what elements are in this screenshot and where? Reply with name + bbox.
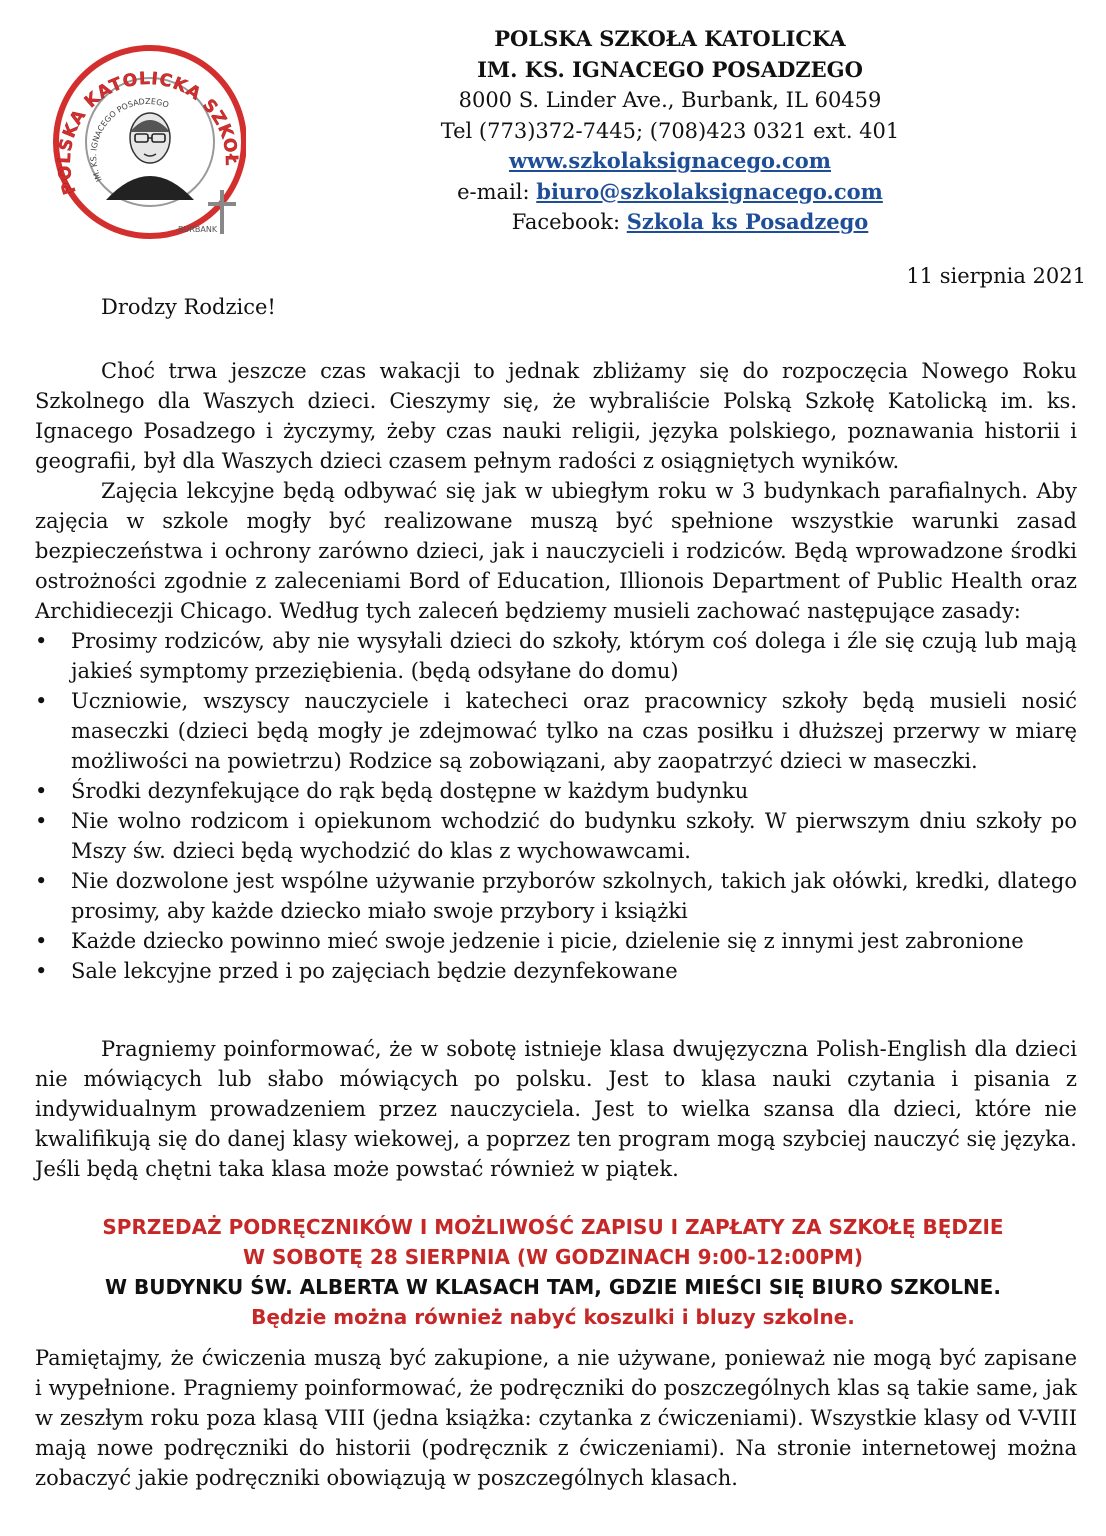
logo-city: BURBANK	[178, 225, 218, 234]
list-item: • Prosimy rodziców, aby nie wysyłali dzieci do szkoły, którym coś dolega i źle się czują lub mają jakieś symptomy przeziębienia. (będą odsyłane do domu)	[35, 626, 1077, 686]
list-item: • Uczniowie, wszyscy nauczyciele i katecheci oraz pracownicy szkoły będą musieli nosić maseczki (dzieci będą mogły je zdejmować tylko na czas posiłku i dłuższej przerwy w miarę możliwości na powietrzu) Rodzice są zobowiązani, aby zaopatrzyć dzieci w maseczki.	[35, 686, 1077, 776]
notice-line-3: W BUDYNKU ŚW. ALBERTA W KLASACH TAM, GDZIE MIEŚCI SIĘ BIURO SZKOLNE.	[105, 1275, 1001, 1299]
website-link[interactable]: www.szkolaksignacego.com	[508, 148, 832, 173]
letter-date: 11 sierpnia 2021	[906, 264, 1086, 288]
facebook-label: Facebook:	[511, 210, 627, 234]
logo-inner-text: IM. KS. IGNACEGO POSADZEGO	[89, 97, 170, 184]
facebook-link[interactable]: Szkola ks Posadzego	[626, 209, 869, 234]
intro-paragraph-1: Choć trwa jeszcze czas wakacji to jednak zbliżamy się do rozpoczęcia Nowego Roku Szkolnego dla Waszych dzieci. Cieszymy się, że wybraliście Polską Szkołę Katolicką im. ks. Ignacego Posadzego i życzymy, żeby czas nauki religii, języka polskiego, poznawania historii i geografii, był dla Waszych dzieci czasem pełnym radości z osiągniętych wyników.	[35, 359, 1077, 473]
greeting: Drodzy Rodzice!	[101, 295, 276, 319]
school-phone: Tel (773)372-7445; (708)423 0321 ext. 401	[440, 118, 900, 143]
notice-line-1: SPRZEDAŻ PODRĘCZNIKÓW I MOŻLIWOŚĆ ZAPISU I ZAPŁATY ZA SZKOŁĘ BĘDZIE	[102, 1215, 1004, 1239]
letterhead	[380, 24, 960, 238]
intro-paragraph-2: Zajęcia lekcyjne będą odbywać się jak w ubiegłym roku w 3 budynkach parafialnych. Aby zajęcia w szkole mogły być realizowane muszą być spełnione wszystkie warunki zasad bezpieczeństwa i ochrony zarówno dzieci, jak i nauczycieli i rodziców. Będą wprowadzone środki ostrożności zgodnie z zaleceniami Bord of Education, Illionois Department of Public Health oraz Archidiecezji Chicago. Według tych zaleceń będziemy musieli zachować następujące zasady:	[35, 479, 1077, 623]
school-crest-icon	[50, 42, 246, 242]
list-item: • Sale lekcyjne przed i po zajęciach będzie dezynfekowane	[35, 956, 1077, 986]
closing-section	[35, 1343, 1077, 1493]
list-item: • Środki dezynfekujące do rąk będą dostępne w każdym budynku	[35, 776, 1077, 806]
school-name: POLSKA SZKOŁA KATOLICKA	[494, 26, 846, 51]
list-item: • Nie dozwolone jest wspólne używanie przyborów szkolnych, takich jak ołówki, kredki, dlatego prosimy, aby każde dziecko miało swoje przybory i książki	[35, 866, 1077, 926]
email-label: e-mail:	[457, 179, 537, 204]
school-patron: IM. KS. IGNACEGO POSADZEGO	[477, 56, 863, 82]
sale-notice	[20, 1212, 1086, 1332]
logo-arc-text: POLSKA KATOLICKA SZKOŁ	[54, 68, 242, 197]
bilingual-paragraph: Pragniemy poinformować, że w sobotę istnieje klasa dwujęzyczna Polish-English dla dzieci nie mówiących lub słabo mówiących po polsku. Jest to klasa nauki czytania i pisania z indywidualnym prowadzeniem przez nauczyciela. Jest to wielka szansa dla dzieci, które nie kwalifikują się do danej klasy wiekowej, a poprzez ten program mogą szybciej nauczyć się języka. Jeśli będą chętni taka klasa może powstać również w piątek.	[35, 1037, 1077, 1181]
notice-line-4: Będzie można również nabyć koszulki i bluzy szkolne.	[251, 1305, 855, 1329]
closing-paragraph: Pamiętajmy, że ćwiczenia muszą być zakupione, a nie używane, ponieważ nie mogą być zapisane i wypełnione. Pragniemy poinformować, że podręczniki do poszczególnych klas są takie same, jak w zeszłym roku poza klasą VIII (jedna książka: czytanka z ćwiczeniami). Wszystkie klasy od V-VIII mają nowe podręczniki do historii (podręcznik z ćwiczeniami). Na stronie internetowej można zobaczyć jakie podręczniki obowiązują w poszczególnych klasach.	[35, 1346, 1077, 1490]
list-item: • Każde dziecko powinno mieć swoje jedzenie i picie, dzielenie się z innymi jest zabronione	[35, 926, 1077, 956]
bilingual-section	[35, 1034, 1077, 1184]
notice-line-2: W SOBOTĘ 28 SIERPNIA (W GODZINACH 9:00-12:00PM)	[242, 1245, 864, 1269]
school-address: 8000 S. Linder Ave., Burbank, IL 60459	[458, 88, 882, 112]
email-link[interactable]: biuro@szkolaksignacego.com	[536, 178, 883, 204]
list-item: • Nie wolno rodzicom i opiekunom wchodzić do budynku szkoły. W pierwszym dniu szkoły po Mszy św. dzieci będą wychodzić do klas z wychowawcami.	[35, 806, 1077, 866]
safety-rules-list	[35, 626, 1077, 986]
intro-section	[35, 356, 1077, 986]
